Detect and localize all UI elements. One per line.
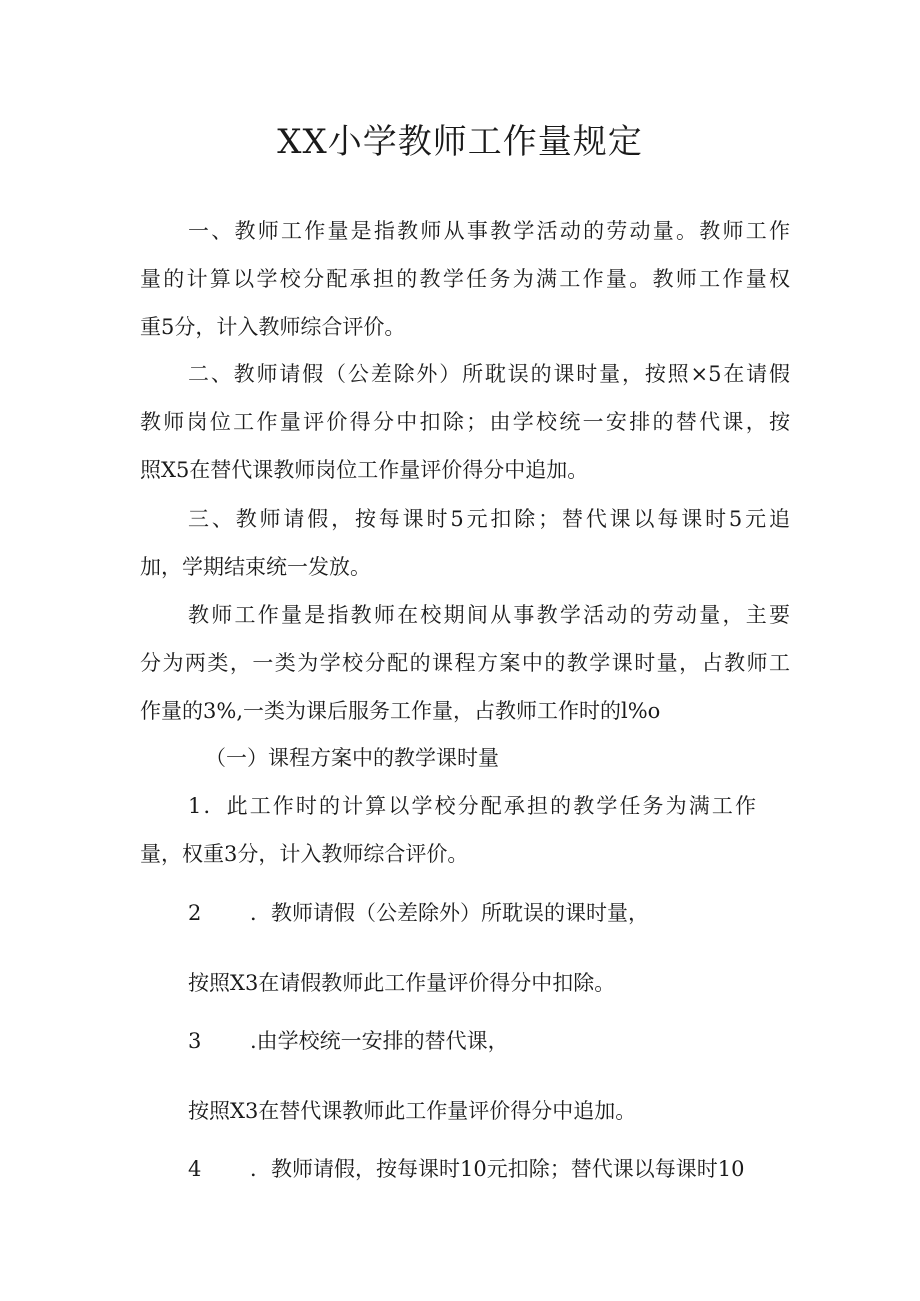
item1-line2: 量，权重3分，计入教师综合评价。 — [140, 842, 469, 866]
para4-line3: 作量的3%,一类为课后服务工作量，占教师工作时的l%o — [140, 699, 661, 723]
para4-line1: 教师工作量是指教师在校期间从事教学活动的劳动量，主要 — [188, 603, 790, 627]
para2-line2: 教师岗位工作量评价得分中扣除；由学校统一安排的替代课，按 — [140, 410, 790, 434]
item3-line — [188, 1026, 509, 1056]
item2-line — [188, 898, 649, 928]
item2-continuation: 按照X3在请假教师此工作量评价得分中扣除。 — [188, 971, 616, 995]
item3-number: 3 — [188, 1029, 202, 1053]
section1-heading: （一）课程方案中的教学课时量 — [205, 746, 499, 770]
para1-line1: 一、教师工作量是指教师从事教学活动的劳动量。教师工作 — [188, 219, 790, 243]
item2-number: 2 — [188, 901, 202, 925]
para1-line2: 量的计算以学校分配承担的教学任务为满工作量。教师工作量权 — [140, 267, 790, 291]
para1-line3: 重5分，计入教师综合评价。 — [140, 315, 406, 339]
para3-line2: 加，学期结束统一发放。 — [140, 555, 371, 579]
item2-text: ．教师请假（公差除外）所耽误的课时量， — [250, 901, 649, 925]
para2-line3: 照X5在替代课教师岗位工作量评价得分中追加。 — [140, 458, 589, 482]
para3-line1: 三、教师请假，按每课时5元扣除；替代课以每课时5元追 — [188, 507, 790, 531]
item3-text: .由学校统一安排的替代课， — [250, 1029, 509, 1053]
item4-line — [188, 1154, 744, 1184]
para2-line1: 二、教师请假（公差除外）所耽误的课时量，按照×5在请假 — [188, 362, 790, 386]
item4-number: 4 — [188, 1157, 202, 1181]
item1-line1: 1．此工作时的计算以学校分配承担的教学任务为满工作 — [188, 794, 756, 818]
item4-text: ．教师请假，按每课时10元扣除；替代课以每课时10 — [250, 1157, 745, 1181]
para4-line2: 分为两类，一类为学校分配的课程方案中的教学课时量，占教师工 — [140, 651, 790, 675]
document-title: XX小学教师工作量规定 — [277, 122, 643, 162]
item3-continuation: 按照X3在替代课教师此工作量评价得分中追加。 — [188, 1099, 637, 1123]
